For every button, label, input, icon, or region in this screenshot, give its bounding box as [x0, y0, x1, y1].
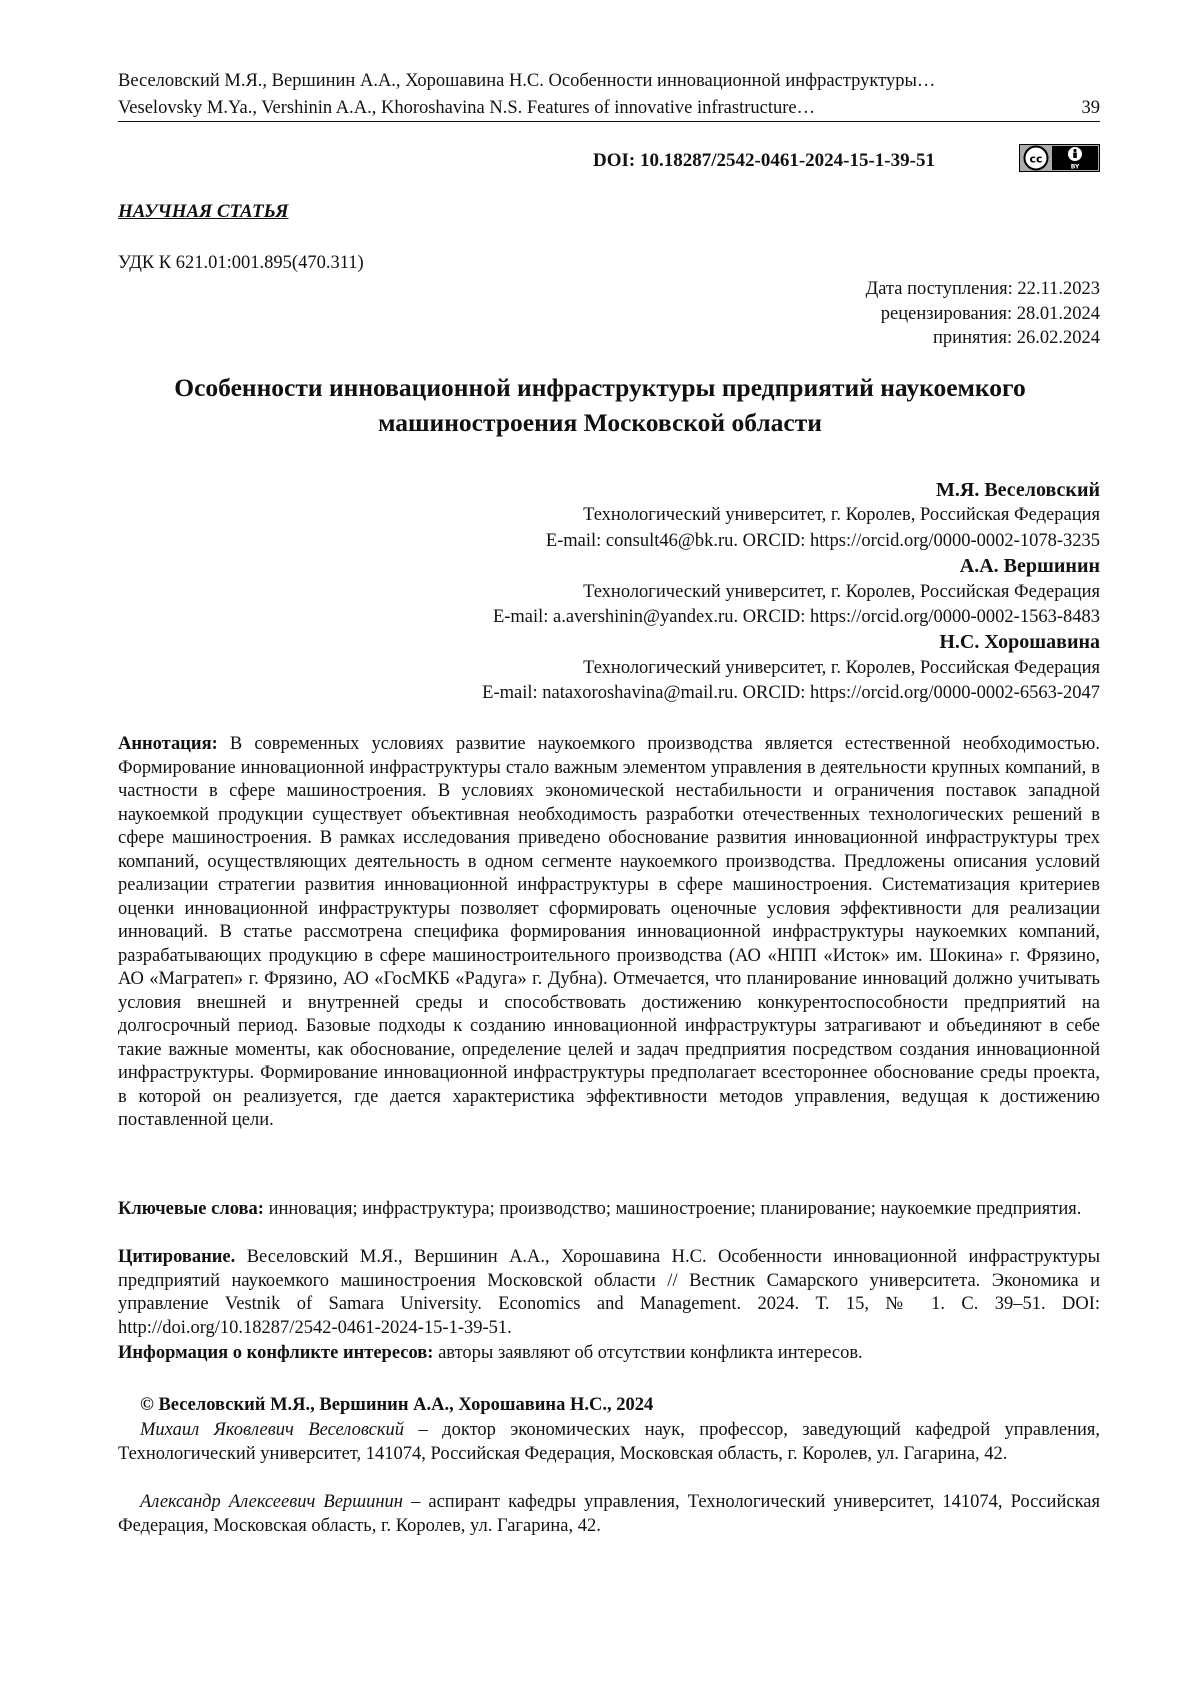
- date-accepted: принятия: 26.02.2024: [933, 328, 1100, 348]
- author-bio: [118, 1419, 1100, 1466]
- article-type: НАУЧНАЯ СТАТЬЯ: [118, 201, 289, 222]
- keywords-text: инновация; инфраструктура; производство; машиностроение; планирование; наукоемкие предприятия.: [268, 1199, 1082, 1219]
- citation-label: Цитирование.: [118, 1247, 236, 1267]
- submission-dates: [866, 277, 1100, 351]
- conflict-text: авторы заявляют об отсутствии конфликта интересов.: [438, 1343, 863, 1363]
- bio-text: – аспирант кафедры управления, Технологический университет, 141074, Российская Федерация, Московская область, г. Королев, ул. Гагарина, 42.: [118, 1492, 1101, 1536]
- citation-text: Веселовский М.Я., Вершинин А.А., Хорошавина Н.С. Особенности инновационной инфраструктуры предприятий наукоемкого машиностроения Московской области // Вестник Самарского университета. Экономика и управление Vestnik of Samara University. Economics and Management. 2024. Т. 15, № 1. С. 39–51. DOI: http://doi.org/10.18287/2542-0461-2024-15-1-39-51.: [118, 1247, 1100, 1338]
- by-label: BY: [1070, 163, 1080, 171]
- author-contact: E-mail: consult46@bk.ru. ORCID: https://orcid.org/0000-0002-1078-3235: [545, 530, 1100, 551]
- author-contact: E-mail: nataxoroshavina@mail.ru. ORCID: https://orcid.org/0000-0002-6563-2047: [482, 683, 1100, 704]
- cc-by-license-badge: [1019, 144, 1100, 172]
- author-affiliation: Технологический университет, г. Королев, Российская Федерация: [583, 657, 1100, 678]
- running-header-ru: Веселовский М.Я., Вершинин А.А., Хорошавина Н.С. Особенности инновационной инфраструктуры…: [118, 71, 936, 91]
- abstract: [118, 733, 1100, 1133]
- author-affiliation: Технологический университет, г. Королев, Российская Федерация: [583, 581, 1100, 602]
- copyright-line: © Веселовский М.Я., Вершинин А.А., Хорошавина Н.С., 2024: [140, 1395, 654, 1415]
- cc-icon: [1025, 147, 1048, 170]
- author-affiliation: Технологический университет, г. Королев, Российская Федерация: [583, 505, 1100, 526]
- author-name: Н.С. Хорошавина: [939, 631, 1100, 654]
- author-name: А.А. Вершинин: [959, 555, 1100, 578]
- running-header-en: [118, 96, 1100, 121]
- article-title: [100, 371, 1100, 440]
- citation: [118, 1246, 1100, 1340]
- bio-author-name: Михаил Яковлевич Веселовский: [140, 1420, 405, 1440]
- keywords: [118, 1198, 1100, 1222]
- running-header-en-text: Veselovsky M.Ya., Vershinin A.A., Khoroshavina N.S. Features of innovative infrastructure…: [118, 98, 816, 118]
- date-received: Дата поступления: 22.11.2023: [865, 279, 1100, 299]
- page-number: 39: [1081, 98, 1100, 118]
- bio-author-name: Александр Алексеевич Вершинин: [140, 1492, 403, 1512]
- author-list: [300, 478, 1100, 707]
- author-bio: [118, 1491, 1100, 1538]
- title-line-2: машиностроения Московской области: [378, 407, 822, 437]
- abstract-label: Аннотация:: [118, 734, 218, 754]
- author-contact: E-mail: a.avershinin@yandex.ru. ORCID: https://orcid.org/0000-0002-1563-8483: [492, 607, 1100, 628]
- abstract-text: В современных условиях развитие наукоемкого производства является естественной необходимостью. Формирование инновационной инфраструктуры стало важным элементом управления в деятельности крупных компаний, в частности в сфере машиностроения. В условиях экономической нестабильности и ограничения поставок западной наукоемкой продукции существует объективная необходимость разработки отечественных технологических решений в сфере машиностроения. В рамках исследования приведено обоснование развития инновационной инфраструктуры трех компаний, осуществляющих деятельность в одном сегменте наукоемкого производства. Предложены описания условий реализации стратегии развития инновационной инфраструктуры в сфере машиностроения. Систематизация критериев оценки инновационной инфраструктуры позволяет сформировать оценочные условия эффективности для реализации инноваций. В статье рассмотрена специфика формирования инновационной инфраструктуры наукоемких компаний, разрабатывающих продукцию в сфере машиностроительного производства (АО «НПП «Исток» им. Шокина» г. Фрязино, АО «Магратеп» г. Фрязино, АО «ГосМКБ «Радуга» г. Дубна). Отмечается, что планирование инноваций должно учитывать условия внешней и внутренней среды и способствовать достижению конкурентоспособности предприятий на долгосрочный период. Базовые подходы к созданию инновационной инфраструктуры затрагивают и объединяют в себе такие важные моменты, как обоснование, определение целей и задач предприятия посредством создания инновационной инфраструктуры. Формирование инновационной инфраструктуры предполагает всестороннее обоснование среды проекта, в которой он реализуется, где дается характеристика эффективности методов управления, ведущая к достижению поставленной цели.: [118, 734, 1101, 1130]
- doi: DOI: 10.18287/2542-0461-2024-15-1-39-51: [593, 150, 935, 171]
- date-reviewed: рецензирования: 28.01.2024: [880, 303, 1100, 324]
- udk-code: УДК К 621.01:001.895(470.311): [118, 253, 364, 273]
- conflict-label: Информация о конфликте интересов:: [118, 1343, 434, 1363]
- author-name: М.Я. Веселовский: [936, 479, 1100, 501]
- title-line-1: Особенности инновационной инфраструктуры предприятий наукоемкого: [174, 373, 1026, 402]
- keywords-label: Ключевые слова:: [118, 1199, 264, 1219]
- svg-text:cc: cc: [1029, 152, 1043, 166]
- header-rule: [118, 121, 1100, 122]
- bio-text: – доктор экономических наук, профессор, заведующий кафедрой управления, Технологический университет, 141074, Российская Федерация, Московская область, г. Королев, ул. Гагарина, 42.: [118, 1420, 1101, 1464]
- conflict-of-interest: [118, 1342, 1100, 1366]
